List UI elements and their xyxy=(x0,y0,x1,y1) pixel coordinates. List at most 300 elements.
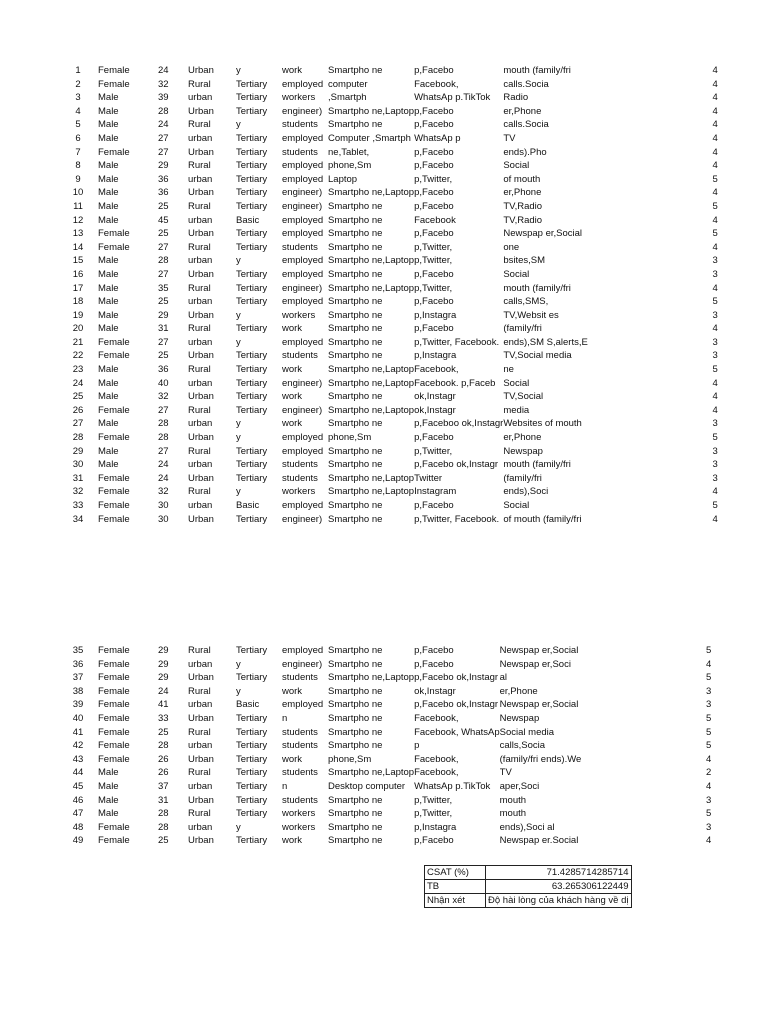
source-cell[interactable]: Social xyxy=(503,268,530,280)
location-cell[interactable]: Urban xyxy=(188,835,214,847)
media-app-cell[interactable]: p,Facebo xyxy=(414,296,454,308)
source-cell[interactable]: calls,SMS, xyxy=(503,296,549,308)
education-cell[interactable]: y xyxy=(236,418,241,430)
education-cell[interactable]: Tertiary xyxy=(236,835,268,847)
location-cell[interactable]: Urban xyxy=(188,146,214,158)
occupation-cell[interactable]: employed xyxy=(282,173,324,185)
row-number-cell[interactable]: 34 xyxy=(72,513,84,525)
media-app-cell[interactable]: p,Twitter, xyxy=(414,808,453,820)
age-cell[interactable]: 32 xyxy=(158,486,169,498)
source-cell[interactable]: Social xyxy=(503,377,530,389)
education-cell[interactable]: y xyxy=(236,309,241,321)
location-cell[interactable]: Rural xyxy=(188,200,211,212)
media-app-cell[interactable]: Facebook. p,Faceb xyxy=(414,377,496,389)
gender-cell[interactable]: Male xyxy=(98,173,119,185)
age-cell[interactable]: 28 xyxy=(158,821,169,833)
location-cell[interactable]: urban xyxy=(188,740,213,752)
device-cell[interactable]: Smartpho ne,Laptop xyxy=(328,377,415,389)
education-cell[interactable]: Tertiary xyxy=(236,78,268,90)
location-cell[interactable]: urban xyxy=(188,255,213,267)
occupation-cell[interactable]: students xyxy=(282,740,318,752)
gender-cell[interactable]: Female xyxy=(98,513,130,525)
occupation-cell[interactable]: engineer) xyxy=(282,187,323,199)
media-app-cell[interactable]: p,Instagra xyxy=(414,309,457,321)
media-app-cell[interactable]: p,Facebo xyxy=(414,268,454,280)
occupation-cell[interactable]: n xyxy=(282,780,288,792)
age-cell[interactable]: 29 xyxy=(158,309,169,321)
gender-cell[interactable]: Female xyxy=(98,672,130,684)
media-app-cell[interactable]: p,Twitter, xyxy=(414,255,453,267)
device-cell[interactable]: Smartpho ne,Laptop xyxy=(328,255,415,267)
source-cell[interactable]: of mouth (family/fri xyxy=(503,513,582,525)
row-number-cell[interactable]: 13 xyxy=(72,228,84,240)
location-cell[interactable]: urban xyxy=(188,821,213,833)
device-cell[interactable]: Smartpho ne,Laptop xyxy=(328,472,415,484)
education-cell[interactable]: Tertiary xyxy=(236,740,268,752)
age-cell[interactable]: 26 xyxy=(158,767,169,779)
device-cell[interactable]: Smartpho ne xyxy=(328,418,383,430)
occupation-cell[interactable]: engineer) xyxy=(282,658,323,670)
source-cell[interactable]: er,Phone xyxy=(499,685,538,697)
gender-cell[interactable]: Male xyxy=(98,282,119,294)
source-cell[interactable]: (family/fri ends).We xyxy=(499,753,582,765)
location-cell[interactable]: Rural xyxy=(188,78,211,90)
row-number-cell[interactable]: 37 xyxy=(72,672,84,684)
age-cell[interactable]: 36 xyxy=(158,364,169,376)
gender-cell[interactable]: Male xyxy=(98,268,119,280)
education-cell[interactable]: Tertiary xyxy=(236,794,268,806)
gender-cell[interactable]: Male xyxy=(98,459,119,471)
occupation-cell[interactable]: students xyxy=(282,767,318,779)
education-cell[interactable]: Tertiary xyxy=(236,726,268,738)
location-cell[interactable]: urban xyxy=(188,132,213,144)
media-app-cell[interactable]: p,Faceboo ok,Instagr xyxy=(414,418,504,430)
age-cell[interactable]: 27 xyxy=(158,241,169,253)
media-app-cell[interactable]: p,Facebo ok,Instagr xyxy=(414,459,499,471)
occupation-cell[interactable]: workers xyxy=(282,808,316,820)
row-number-cell[interactable]: 35 xyxy=(72,645,84,656)
gender-cell[interactable]: Male xyxy=(98,105,119,117)
source-cell[interactable]: TV,Social media xyxy=(503,350,572,362)
occupation-cell[interactable]: employed xyxy=(282,296,324,308)
device-cell[interactable]: Smartpho ne xyxy=(328,821,383,833)
rating-cell[interactable]: 4 xyxy=(712,187,718,199)
occupation-cell[interactable]: engineer) xyxy=(282,105,323,117)
gender-cell[interactable]: Female xyxy=(98,500,130,511)
rating-cell[interactable]: 4 xyxy=(712,486,718,498)
gender-cell[interactable]: Male xyxy=(98,214,119,226)
location-cell[interactable]: Urban xyxy=(188,228,214,240)
source-cell[interactable]: ends),SM S,alerts,E xyxy=(503,336,588,348)
rating-cell[interactable]: 5 xyxy=(706,712,712,724)
row-number-cell[interactable]: 41 xyxy=(72,726,84,738)
device-cell[interactable]: Smartpho ne xyxy=(328,445,383,457)
row-number-cell[interactable]: 36 xyxy=(72,658,84,670)
source-cell[interactable]: TV,Radio xyxy=(503,200,543,212)
row-number-cell[interactable]: 32 xyxy=(72,486,84,498)
device-cell[interactable]: Smartpho ne,Laptop xyxy=(328,282,415,294)
gender-cell[interactable]: Male xyxy=(98,767,119,779)
device-cell[interactable]: Smartpho ne xyxy=(328,228,383,240)
device-cell[interactable]: Smartpho ne xyxy=(328,200,383,212)
source-cell[interactable]: mouth xyxy=(499,808,527,820)
occupation-cell[interactable]: students xyxy=(282,459,318,471)
education-cell[interactable]: y xyxy=(236,255,241,267)
gender-cell[interactable]: Female xyxy=(98,336,130,348)
location-cell[interactable]: Rural xyxy=(188,119,211,131)
age-cell[interactable]: 27 xyxy=(158,445,169,457)
rating-cell[interactable]: 4 xyxy=(712,377,718,389)
gender-cell[interactable]: Female xyxy=(98,432,130,444)
occupation-cell[interactable]: engineer) xyxy=(282,513,323,525)
row-number-cell[interactable]: 12 xyxy=(72,214,84,226)
device-cell[interactable]: Smartpho ne xyxy=(328,835,383,847)
media-app-cell[interactable]: Facebook, xyxy=(414,753,459,765)
device-cell[interactable]: Smartpho ne xyxy=(328,336,383,348)
rating-cell[interactable]: 4 xyxy=(712,160,718,172)
occupation-cell[interactable]: students xyxy=(282,119,318,131)
row-number-cell[interactable]: 19 xyxy=(72,309,84,321)
rating-cell[interactable]: 4 xyxy=(712,78,718,90)
device-cell[interactable]: Smartpho ne xyxy=(328,726,383,738)
education-cell[interactable]: Basic xyxy=(236,699,260,711)
occupation-cell[interactable]: engineer) xyxy=(282,200,323,212)
device-cell[interactable]: Smartpho ne xyxy=(328,268,383,280)
source-cell[interactable]: Newspap er,Social xyxy=(499,699,579,711)
device-cell[interactable]: Smartpho ne,Laptop xyxy=(328,486,415,498)
age-cell[interactable]: 28 xyxy=(158,808,169,820)
source-cell[interactable]: calls,Socia xyxy=(499,740,546,752)
education-cell[interactable]: Tertiary xyxy=(236,391,268,403)
device-cell[interactable]: Smartpho ne xyxy=(328,459,383,471)
age-cell[interactable]: 39 xyxy=(158,92,169,104)
rating-cell[interactable]: 3 xyxy=(712,459,718,471)
media-app-cell[interactable]: p,Facebo ok,Instagr xyxy=(414,672,499,684)
device-cell[interactable]: Smartpho ne xyxy=(328,685,383,697)
rating-cell[interactable]: 3 xyxy=(706,699,712,711)
row-number-cell[interactable]: 4 xyxy=(75,105,81,117)
row-number-cell[interactable]: 22 xyxy=(72,350,84,362)
education-cell[interactable]: Tertiary xyxy=(236,241,268,253)
age-cell[interactable]: 37 xyxy=(158,780,169,792)
source-cell[interactable]: aper,Soci xyxy=(499,780,540,792)
gender-cell[interactable]: Female xyxy=(98,821,130,833)
education-cell[interactable]: Tertiary xyxy=(236,513,268,525)
media-app-cell[interactable]: p,Twitter, xyxy=(414,241,453,253)
row-number-cell[interactable]: 40 xyxy=(72,712,84,724)
gender-cell[interactable]: Male xyxy=(98,780,119,792)
age-cell[interactable]: 25 xyxy=(158,350,169,362)
source-cell[interactable]: mouth (family/fri xyxy=(503,282,571,294)
rating-cell[interactable]: 4 xyxy=(712,214,718,226)
age-cell[interactable]: 29 xyxy=(158,658,169,670)
occupation-cell[interactable]: employed xyxy=(282,268,324,280)
media-app-cell[interactable]: p,Facebo xyxy=(414,228,454,240)
occupation-cell[interactable]: employed xyxy=(282,445,324,457)
row-number-cell[interactable]: 10 xyxy=(72,187,84,199)
education-cell[interactable]: Tertiary xyxy=(236,672,268,684)
occupation-cell[interactable]: work xyxy=(282,364,303,376)
gender-cell[interactable]: Female xyxy=(98,486,130,498)
rating-cell[interactable]: 4 xyxy=(712,119,718,131)
source-cell[interactable]: TV,Social xyxy=(503,391,544,403)
location-cell[interactable]: urban xyxy=(188,296,213,308)
age-cell[interactable]: 30 xyxy=(158,500,169,511)
occupation-cell[interactable]: workers xyxy=(282,309,316,321)
media-app-cell[interactable]: p,Facebo xyxy=(414,105,454,117)
gender-cell[interactable]: Female xyxy=(98,685,130,697)
location-cell[interactable]: Rural xyxy=(188,404,211,416)
occupation-cell[interactable]: students xyxy=(282,146,318,158)
education-cell[interactable]: Tertiary xyxy=(236,808,268,820)
row-number-cell[interactable]: 27 xyxy=(72,418,84,430)
age-cell[interactable]: 25 xyxy=(158,200,169,212)
device-cell[interactable]: Smartpho ne,Laptop xyxy=(328,105,415,117)
device-cell[interactable]: Smartpho ne xyxy=(328,296,383,308)
row-number-cell[interactable]: 49 xyxy=(72,835,84,847)
source-cell[interactable]: TV xyxy=(503,132,516,144)
media-app-cell[interactable]: Facebook, xyxy=(414,364,459,376)
row-number-cell[interactable]: 2 xyxy=(75,78,81,90)
source-cell[interactable]: (family/fri xyxy=(503,323,542,335)
location-cell[interactable]: Urban xyxy=(188,712,214,724)
location-cell[interactable]: Urban xyxy=(188,309,214,321)
comment-label[interactable]: Nhận xét xyxy=(425,894,486,908)
location-cell[interactable]: urban xyxy=(188,377,213,389)
rating-cell[interactable]: 4 xyxy=(706,753,712,765)
row-number-cell[interactable]: 24 xyxy=(72,377,84,389)
source-cell[interactable]: TV xyxy=(499,767,512,779)
education-cell[interactable]: y xyxy=(236,119,241,131)
occupation-cell[interactable]: work xyxy=(282,685,303,697)
source-cell[interactable]: Social xyxy=(503,160,530,172)
education-cell[interactable]: Tertiary xyxy=(236,377,268,389)
age-cell[interactable]: 45 xyxy=(158,214,169,226)
media-app-cell[interactable]: Facebook xyxy=(414,214,456,226)
row-number-cell[interactable]: 15 xyxy=(72,255,84,267)
source-cell[interactable]: ne xyxy=(503,364,514,376)
device-cell[interactable]: Smartpho ne,Laptop xyxy=(328,364,415,376)
age-cell[interactable]: 32 xyxy=(158,391,169,403)
source-cell[interactable]: ends),Soci xyxy=(503,486,549,498)
source-cell[interactable]: er,Phone xyxy=(503,105,542,117)
gender-cell[interactable]: Male xyxy=(98,296,119,308)
source-cell[interactable]: er,Phone xyxy=(503,432,542,444)
education-cell[interactable]: Basic xyxy=(236,500,260,511)
age-cell[interactable]: 25 xyxy=(158,726,169,738)
education-cell[interactable]: Tertiary xyxy=(236,105,268,117)
education-cell[interactable]: Tertiary xyxy=(236,132,268,144)
csat-label[interactable]: CSAT (%) xyxy=(425,866,486,880)
age-cell[interactable]: 41 xyxy=(158,699,169,711)
media-app-cell[interactable]: p,Facebo xyxy=(414,200,454,212)
age-cell[interactable]: 28 xyxy=(158,418,169,430)
row-number-cell[interactable]: 8 xyxy=(75,160,81,172)
location-cell[interactable]: Urban xyxy=(188,105,214,117)
media-app-cell[interactable]: Facebook, xyxy=(414,78,459,90)
age-cell[interactable]: 25 xyxy=(158,296,169,308)
age-cell[interactable]: 32 xyxy=(158,78,169,90)
age-cell[interactable]: 24 xyxy=(158,119,169,131)
age-cell[interactable]: 28 xyxy=(158,432,169,444)
row-number-cell[interactable]: 20 xyxy=(72,323,84,335)
age-cell[interactable]: 31 xyxy=(158,794,169,806)
device-cell[interactable]: Computer ,Smartph xyxy=(328,132,411,144)
row-number-cell[interactable]: 47 xyxy=(72,808,84,820)
location-cell[interactable]: Urban xyxy=(188,513,214,525)
gender-cell[interactable]: Female xyxy=(98,753,130,765)
row-number-cell[interactable]: 9 xyxy=(75,173,81,185)
device-cell[interactable]: Smartpho ne xyxy=(328,65,383,76)
location-cell[interactable]: Urban xyxy=(188,753,214,765)
row-number-cell[interactable]: 44 xyxy=(72,767,84,779)
device-cell[interactable]: Smartpho ne xyxy=(328,500,383,511)
source-cell[interactable]: one xyxy=(503,241,520,253)
gender-cell[interactable]: Male xyxy=(98,187,119,199)
occupation-cell[interactable]: work xyxy=(282,753,303,765)
source-cell[interactable]: (family/fri xyxy=(503,472,542,484)
rating-cell[interactable]: 3 xyxy=(712,336,718,348)
row-number-cell[interactable]: 46 xyxy=(72,794,84,806)
row-number-cell[interactable]: 33 xyxy=(72,500,84,511)
location-cell[interactable]: Rural xyxy=(188,323,211,335)
rating-cell[interactable]: 3 xyxy=(712,255,718,267)
age-cell[interactable]: 28 xyxy=(158,255,169,267)
education-cell[interactable]: y xyxy=(236,432,241,444)
education-cell[interactable]: Tertiary xyxy=(236,200,268,212)
source-cell[interactable]: Websites of mouth xyxy=(503,418,582,430)
education-cell[interactable]: Tertiary xyxy=(236,645,268,656)
gender-cell[interactable]: Female xyxy=(98,740,130,752)
location-cell[interactable]: Rural xyxy=(188,241,211,253)
education-cell[interactable]: Tertiary xyxy=(236,296,268,308)
device-cell[interactable]: Smartpho ne,Laptop xyxy=(328,767,415,779)
device-cell[interactable]: Smartpho ne xyxy=(328,658,383,670)
occupation-cell[interactable]: work xyxy=(282,835,303,847)
occupation-cell[interactable]: employed xyxy=(282,500,324,511)
location-cell[interactable]: Urban xyxy=(188,268,214,280)
gender-cell[interactable]: Male xyxy=(98,255,119,267)
media-app-cell[interactable]: p,Facebo xyxy=(414,500,454,511)
education-cell[interactable]: Tertiary xyxy=(236,459,268,471)
media-app-cell[interactable]: p,Twitter, Facebook. xyxy=(414,513,500,525)
occupation-cell[interactable]: engineer) xyxy=(282,282,323,294)
age-cell[interactable]: 29 xyxy=(158,672,169,684)
occupation-cell[interactable]: students xyxy=(282,350,318,362)
occupation-cell[interactable]: employed xyxy=(282,645,324,656)
age-cell[interactable]: 24 xyxy=(158,65,169,76)
location-cell[interactable]: urban xyxy=(188,173,213,185)
media-app-cell[interactable]: p,Facebo xyxy=(414,658,454,670)
source-cell[interactable]: ends),Soci al xyxy=(499,821,555,833)
row-number-cell[interactable]: 29 xyxy=(72,445,84,457)
media-app-cell[interactable]: WhatsAp p.TikTok xyxy=(414,780,491,792)
device-cell[interactable]: Smartpho ne xyxy=(328,309,383,321)
occupation-cell[interactable]: employed xyxy=(282,78,324,90)
device-cell[interactable]: Smartpho ne,Laptop xyxy=(328,187,415,199)
media-app-cell[interactable]: p,Facebo xyxy=(414,432,454,444)
media-app-cell[interactable]: Facebook, WhatsAp xyxy=(414,726,500,738)
age-cell[interactable]: 29 xyxy=(158,645,169,656)
device-cell[interactable]: ,Smartph xyxy=(328,92,367,104)
source-cell[interactable]: Newspap er.Social xyxy=(499,835,579,847)
device-cell[interactable]: Smartpho ne xyxy=(328,794,383,806)
age-cell[interactable]: 27 xyxy=(158,268,169,280)
source-cell[interactable]: Social media xyxy=(499,726,555,738)
rating-cell[interactable]: 5 xyxy=(706,726,712,738)
rating-cell[interactable]: 4 xyxy=(712,323,718,335)
occupation-cell[interactable]: students xyxy=(282,726,318,738)
education-cell[interactable]: Tertiary xyxy=(236,228,268,240)
source-cell[interactable]: Newspap er,Social xyxy=(503,228,583,240)
gender-cell[interactable]: Female xyxy=(98,699,130,711)
device-cell[interactable]: Smartpho ne xyxy=(328,241,383,253)
device-cell[interactable]: Smartpho ne xyxy=(328,740,383,752)
location-cell[interactable]: Urban xyxy=(188,391,214,403)
age-cell[interactable]: 24 xyxy=(158,459,169,471)
rating-cell[interactable]: 3 xyxy=(712,350,718,362)
education-cell[interactable]: Tertiary xyxy=(236,146,268,158)
rating-cell[interactable]: 5 xyxy=(712,296,718,308)
device-cell[interactable]: Smartpho ne xyxy=(328,214,383,226)
row-number-cell[interactable]: 43 xyxy=(72,753,84,765)
occupation-cell[interactable]: work xyxy=(282,323,303,335)
education-cell[interactable]: Tertiary xyxy=(236,323,268,335)
media-app-cell[interactable]: p,Facebo ok,Instagr xyxy=(414,699,499,711)
device-cell[interactable]: phone,Sm xyxy=(328,753,372,765)
gender-cell[interactable]: Female xyxy=(98,65,130,76)
rating-cell[interactable]: 5 xyxy=(706,672,712,684)
row-number-cell[interactable]: 39 xyxy=(72,699,84,711)
media-app-cell[interactable]: WhatsAp p.TikTok xyxy=(414,92,491,104)
occupation-cell[interactable]: employed xyxy=(282,255,324,267)
gender-cell[interactable]: Female xyxy=(98,835,130,847)
occupation-cell[interactable]: employed xyxy=(282,699,324,711)
education-cell[interactable]: Tertiary xyxy=(236,712,268,724)
device-cell[interactable]: ne,Tablet, xyxy=(328,146,370,158)
rating-cell[interactable]: 4 xyxy=(712,65,718,76)
gender-cell[interactable]: Female xyxy=(98,472,130,484)
gender-cell[interactable]: Male xyxy=(98,92,119,104)
csat-value[interactable]: 71.4285714285714 xyxy=(486,866,632,880)
education-cell[interactable]: Tertiary xyxy=(236,445,268,457)
media-app-cell[interactable]: p,Facebo xyxy=(414,160,454,172)
rating-cell[interactable]: 5 xyxy=(706,740,712,752)
row-number-cell[interactable]: 16 xyxy=(72,268,84,280)
age-cell[interactable]: 35 xyxy=(158,282,169,294)
gender-cell[interactable]: Male xyxy=(98,132,119,144)
age-cell[interactable]: 27 xyxy=(158,404,169,416)
media-app-cell[interactable]: WhatsAp p xyxy=(414,132,461,144)
gender-cell[interactable]: Male xyxy=(98,377,119,389)
occupation-cell[interactable]: engineer) xyxy=(282,404,323,416)
source-cell[interactable]: er,Phone xyxy=(503,187,542,199)
age-cell[interactable]: 27 xyxy=(158,146,169,158)
age-cell[interactable]: 27 xyxy=(158,336,169,348)
gender-cell[interactable]: Male xyxy=(98,808,119,820)
row-number-cell[interactable]: 3 xyxy=(75,92,81,104)
occupation-cell[interactable]: employed xyxy=(282,160,324,172)
education-cell[interactable]: y xyxy=(236,685,241,697)
location-cell[interactable]: Urban xyxy=(188,187,214,199)
location-cell[interactable]: urban xyxy=(188,336,213,348)
tb-value[interactable]: 63.265306122449 xyxy=(486,880,632,894)
device-cell[interactable]: Smartpho ne xyxy=(328,513,383,525)
education-cell[interactable]: Tertiary xyxy=(236,472,268,484)
source-cell[interactable]: ends).Pho xyxy=(503,146,547,158)
occupation-cell[interactable]: employed xyxy=(282,432,324,444)
gender-cell[interactable]: Male xyxy=(98,364,119,376)
